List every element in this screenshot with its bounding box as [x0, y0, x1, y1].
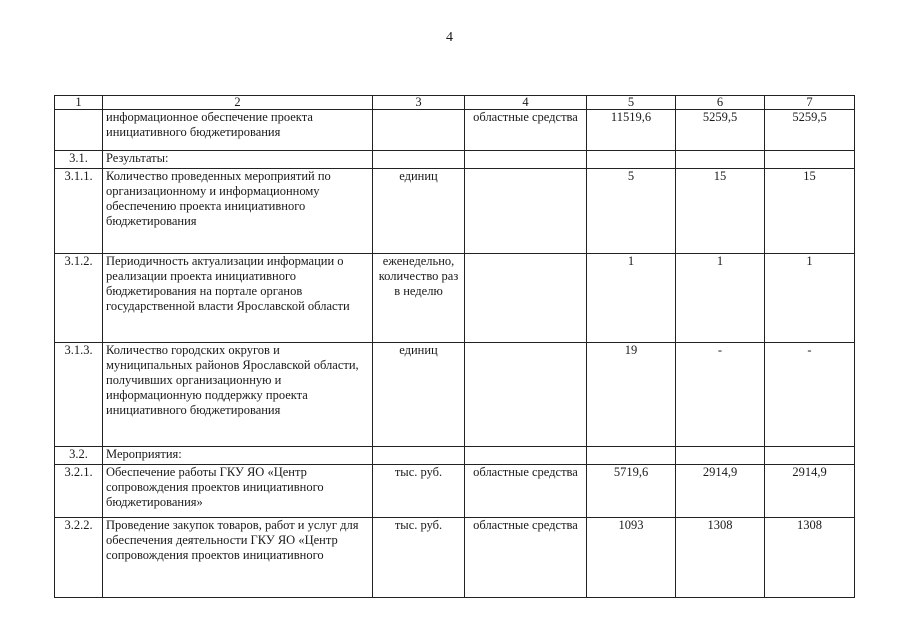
row-value-6: - — [676, 343, 765, 447]
table-row — [55, 254, 855, 343]
table-row — [55, 518, 855, 598]
row-source — [465, 254, 587, 343]
row-value-6: 1 — [676, 254, 765, 343]
row-value-5: 19 — [587, 343, 676, 447]
header-cell: 5 — [587, 96, 676, 110]
row-unit: единиц — [373, 343, 465, 447]
row-number: 3.1.2. — [55, 254, 103, 343]
row-unit — [373, 110, 465, 151]
row-value-6: 1308 — [676, 518, 765, 598]
row-value-7: - — [765, 343, 855, 447]
row-number: 3.2.2. — [55, 518, 103, 598]
header-cell: 1 — [55, 96, 103, 110]
row-name: информационное обеспечение проекта инициативного бюджетирования — [103, 110, 373, 151]
row-name: Количество проведенных мероприятий по организационному и информационному обеспечению проекта инициативного бюджетирования — [103, 169, 373, 254]
program-table — [54, 95, 855, 598]
table-row — [55, 343, 855, 447]
header-cell: 3 — [373, 96, 465, 110]
row-value-6 — [676, 151, 765, 169]
row-value-7: 15 — [765, 169, 855, 254]
row-value-7: 5259,5 — [765, 110, 855, 151]
row-value-5 — [587, 151, 676, 169]
row-value-7: 2914,9 — [765, 465, 855, 518]
row-value-5 — [587, 447, 676, 465]
row-unit — [373, 447, 465, 465]
table-row — [55, 110, 855, 151]
row-value-5: 11519,6 — [587, 110, 676, 151]
row-unit: тыс. руб. — [373, 465, 465, 518]
row-name: Обеспечение работы ГКУ ЯО «Центр сопровождения проектов инициативного бюджетирования» — [103, 465, 373, 518]
section-row — [55, 447, 855, 465]
row-source — [465, 343, 587, 447]
section-row — [55, 151, 855, 169]
header-cell: 2 — [103, 96, 373, 110]
row-source — [465, 447, 587, 465]
row-unit: единиц — [373, 169, 465, 254]
header-cell: 6 — [676, 96, 765, 110]
row-name: Проведение закупок товаров, работ и услуг для обеспечения деятельности ГКУ ЯО «Центр сопровождения проектов инициативного — [103, 518, 373, 598]
row-value-7: 1 — [765, 254, 855, 343]
row-value-5: 5 — [587, 169, 676, 254]
row-source — [465, 151, 587, 169]
row-value-6 — [676, 447, 765, 465]
row-value-5: 1 — [587, 254, 676, 343]
row-unit — [373, 151, 465, 169]
page-number: 4 — [446, 30, 453, 45]
table-row — [55, 465, 855, 518]
row-unit: еженедельно, количество раз в неделю — [373, 254, 465, 343]
row-name: Мероприятия: — [103, 447, 373, 465]
row-number: 3.1.3. — [55, 343, 103, 447]
row-value-6: 2914,9 — [676, 465, 765, 518]
row-value-7: 1308 — [765, 518, 855, 598]
row-value-7 — [765, 447, 855, 465]
row-value-6: 5259,5 — [676, 110, 765, 151]
row-source: областные средства — [465, 518, 587, 598]
row-value-6: 15 — [676, 169, 765, 254]
row-source: областные средства — [465, 110, 587, 151]
table-row — [55, 169, 855, 254]
row-name: Результаты: — [103, 151, 373, 169]
header-row — [55, 96, 855, 110]
row-value-5: 1093 — [587, 518, 676, 598]
row-value-5: 5719,6 — [587, 465, 676, 518]
row-unit: тыс. руб. — [373, 518, 465, 598]
row-number: 3.2.1. — [55, 465, 103, 518]
row-name: Периодичность актуализации информации о реализации проекта инициативного бюджетирования на портале органов государственной власти Ярославской области — [103, 254, 373, 343]
row-value-7 — [765, 151, 855, 169]
row-name: Количество городских округов и муниципальных районов Ярославской области, получивших организационную и информационную поддержку проекта инициативного бюджетирования — [103, 343, 373, 447]
row-number — [55, 110, 103, 151]
row-number: 3.1. — [55, 151, 103, 169]
header-cell: 7 — [765, 96, 855, 110]
row-source: областные средства — [465, 465, 587, 518]
row-number: 3.2. — [55, 447, 103, 465]
header-cell: 4 — [465, 96, 587, 110]
row-number: 3.1.1. — [55, 169, 103, 254]
row-source — [465, 169, 587, 254]
